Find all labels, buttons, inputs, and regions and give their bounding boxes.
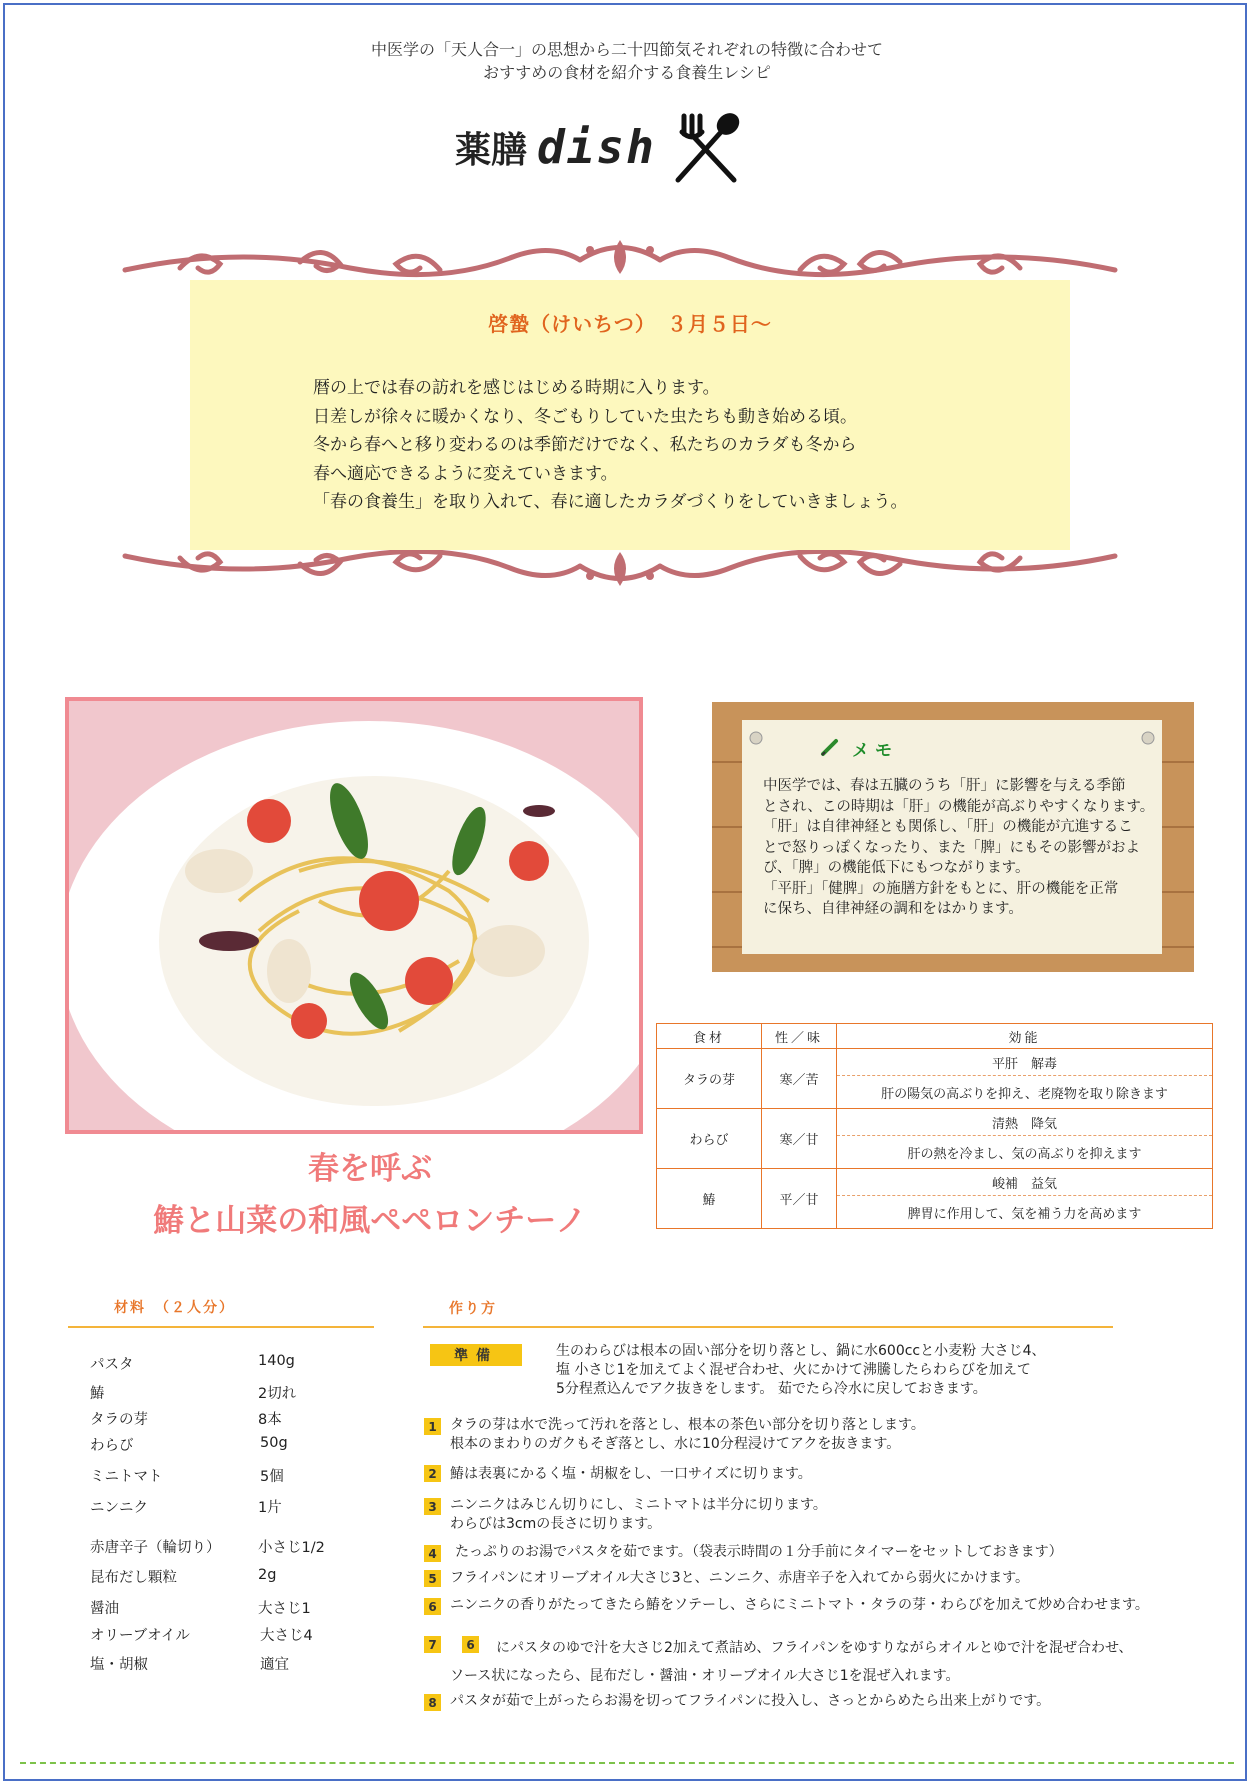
- dish-name-line-2: 鰆と山菜の和風ペペロンチーノ: [153, 1203, 587, 1239]
- pencil-icon: [820, 737, 840, 757]
- ingredient-qty: 8本: [258, 1412, 282, 1428]
- table-cell-effect: 平肝 解毒: [837, 1049, 1213, 1076]
- step-text: パスタが茹で上がったらお湯を切ってフライパンに投入し、さっとからめたら出来上がりです。: [450, 1693, 1051, 1709]
- table-cell-nature: 寒／甘: [762, 1109, 837, 1169]
- table-header-effect: 効能: [837, 1024, 1213, 1049]
- pasta-illustration: [69, 701, 639, 1130]
- step-number: 7: [424, 1636, 441, 1653]
- memo-heading: メモ: [852, 741, 898, 761]
- ingredient-qty: 5個: [260, 1469, 284, 1485]
- step-text: ニンニクの香りがたってきたら鰆をソテーし、さらにミニトマト・タラの芽・わらびを加えて炒め合わせます。: [450, 1597, 1149, 1613]
- table-row: [657, 1109, 1213, 1136]
- table-header-food: 食材: [657, 1024, 762, 1049]
- fork-spoon-icon: [666, 110, 746, 185]
- ingredient-name: パスタ: [90, 1357, 134, 1373]
- dish-name-line-1: 春を呼ぶ: [308, 1151, 432, 1187]
- table-row: [657, 1049, 1213, 1076]
- ingredient-name: 塩・胡椒: [90, 1657, 148, 1673]
- table-cell-nature: 平／甘: [762, 1169, 837, 1229]
- ingredient-name: 醤油: [90, 1601, 119, 1617]
- intro-text: [0, 38, 1254, 84]
- table-header-nature: 性／味: [762, 1024, 837, 1049]
- table-cell-desc: 肝の熱を冷まし、気の高ぶりを抑えます: [837, 1136, 1213, 1169]
- ingredient-name: ミニトマト: [90, 1469, 163, 1485]
- step-text: 鰆は表裏にかるく塩・胡椒をし、一口サイズに切ります。: [450, 1466, 812, 1482]
- ingredient-name: 赤唐辛子（輪切り）: [90, 1540, 221, 1556]
- step-text: タラの芽は水で洗って汚れを落とし、根本の茶色い部分を切り落とします。 根本のまわりのガクもそぎ落とし、水に10分程浸けてアクを抜きます。: [450, 1417, 925, 1452]
- ingredient-qty: 小さじ1/2: [258, 1540, 325, 1556]
- step-number: 1: [424, 1418, 441, 1435]
- prep-text: 生のわらびは根本の固い部分を切り落とし、鍋に水600ccと小麦粉 大さじ4、 塩 小さじ1を加えてよく混ぜ合わせ、火にかけて沸騰したらわらびを加えて 5分程煮込んでアク抜きをします。 茹でたら冷水に戻しておきます。: [556, 1343, 1046, 1397]
- ingredient-name: 昆布だし顆粒: [90, 1570, 177, 1586]
- step-text: ニンニクはみじん切りにし、ミニトマトは半分に切ります。 わらびは3cmの長さに切ります。: [450, 1497, 827, 1532]
- step-reference-number: 6: [462, 1636, 479, 1653]
- table-row: [657, 1169, 1213, 1196]
- table-cell-nature: 寒／苦: [762, 1049, 837, 1109]
- step-number: 3: [424, 1498, 441, 1515]
- season-description: 暦の上では春の訪れを感じはじめる時期に入ります。 日差しが徐々に暖かくなり、冬ごもりしていた虫たちも動き始める頃。 冬から春へと移り変わるのは季節だけでなく、私たちのカラダも冬から 春へ適応できるように変えていきます。 「春の食養生」を取り入れて、春に適したカラダづくりをしていきましょう。: [313, 378, 908, 512]
- table-cell-food: わらび: [657, 1109, 762, 1169]
- table-cell-effect: 峻補 益気: [837, 1169, 1213, 1196]
- table-cell-effect: 清熱 降気: [837, 1109, 1213, 1136]
- method-heading: 作り方: [449, 1301, 497, 1317]
- ingredient-name: タラの芽: [90, 1412, 148, 1428]
- page-title: [455, 112, 746, 182]
- season-title: 啓蟄（けいちつ） ３月５日～: [488, 312, 772, 336]
- prep-badge: 準備: [430, 1344, 522, 1366]
- ingredient-qty: 1片: [258, 1500, 282, 1516]
- title-dish: dish: [537, 120, 656, 174]
- ingredient-qty: 140g: [258, 1353, 295, 1369]
- ingredient-qty: 50g: [260, 1435, 288, 1451]
- table-cell-food: 鰆: [657, 1169, 762, 1229]
- ingredient-qty: 2g: [258, 1567, 277, 1583]
- ingredient-qty: 大さじ1: [258, 1601, 311, 1617]
- effects-table: [656, 1023, 1213, 1229]
- table-cell-desc: 肝の陽気の高ぶりを抑え、老廃物を取り除きます: [837, 1076, 1213, 1109]
- step-number: 5: [424, 1570, 441, 1587]
- step-text: にパスタのゆで汁を大さじ2加えて煮詰め、フライパンをゆすりながらオイルとゆで汁を混ぜ合わせ、 ソース状になったら、昆布だし・醤油・オリーブオイル大さじ1を混ぜ入れます。: [450, 1640, 1133, 1684]
- ingredient-name: 鰆: [90, 1386, 105, 1402]
- ingredient-name: オリーブオイル: [90, 1628, 190, 1644]
- intro-line-1: 中医学の「天人合一」の思想から二十四節気それぞれの特徴に合わせて: [370, 40, 883, 59]
- step-number: 6: [424, 1598, 441, 1615]
- ingredient-qty: 適宜: [260, 1657, 289, 1673]
- dish-photo: [65, 697, 643, 1134]
- dish-name: [60, 1143, 680, 1247]
- ingredient-qty: 2切れ: [258, 1386, 297, 1402]
- method-rule: [423, 1326, 1113, 1328]
- bottom-dashed-line: [20, 1762, 1234, 1764]
- memo-text: 中医学では、春は五臓のうち「肝」に影響を与える季節 とされ、この時期は「肝」の機能が高ぶりやすくなります。 「肝」は自律神経とも関係し、「肝」の機能が亢進するこ とで怒りっぽくなったり、また「脾」にもその影響がおよ び、「脾」の機能低下にもつながります。 「平肝」「健脾」の施膳方針をもとに、肝の機能を正常 に保ち、自律神経の調和をはかります。: [763, 778, 1155, 917]
- step-text: フライパンにオリーブオイル大さじ3と、ニンニク、赤唐辛子を入れてから弱火にかけます。: [450, 1570, 1029, 1586]
- ingredient-name: わらび: [90, 1438, 134, 1454]
- step-text: たっぷりのお湯でパスタを茹でます。（袋表示時間の１分手前にタイマーをセットしておきます）: [455, 1544, 1063, 1560]
- table-cell-food: タラの芽: [657, 1049, 762, 1109]
- title-kanji: 薬膳: [455, 129, 528, 171]
- step-number: 2: [424, 1465, 441, 1482]
- ingredients-heading: 材料 （２人分）: [114, 1300, 235, 1316]
- ingredients-rule: [68, 1326, 374, 1328]
- step-number: 4: [424, 1545, 441, 1562]
- table-cell-desc: 脾胃に作用して、気を補う力を高めます: [837, 1196, 1213, 1229]
- step-number: 8: [424, 1694, 441, 1711]
- ingredient-qty: 大さじ4: [260, 1628, 313, 1644]
- intro-line-2: おすすめの食材を紹介する食養生レシピ: [483, 63, 771, 82]
- ingredient-name: ニンニク: [90, 1500, 148, 1516]
